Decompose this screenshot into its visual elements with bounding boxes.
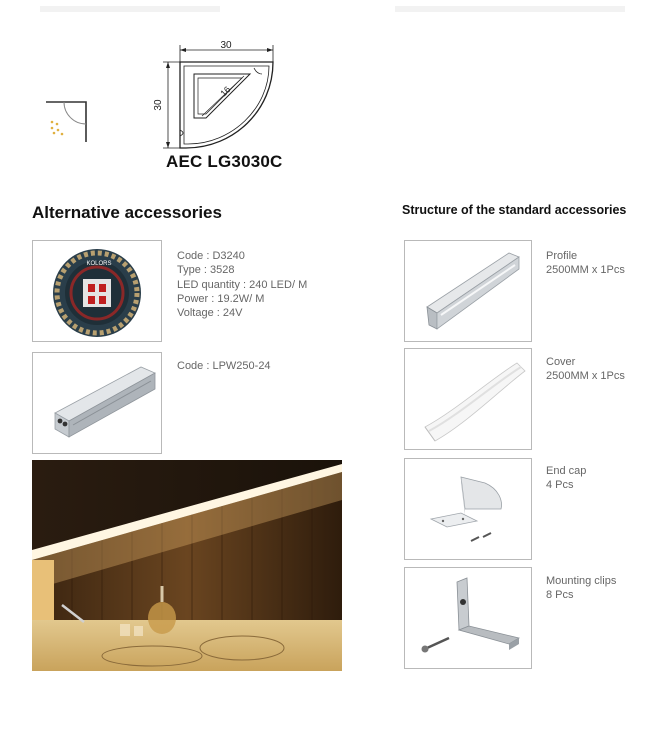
corner-mount-icon: [44, 100, 90, 146]
profile-cross-section-drawing: [150, 36, 290, 150]
spec-line: LED quantity : 240 LED/ M: [177, 278, 308, 291]
item-label: Profile: [546, 250, 578, 262]
power-supply-thumbnail: [32, 352, 162, 454]
led-strip-specs: [177, 249, 307, 320]
mounting-clips-thumbnail: [404, 567, 532, 669]
opal-cover-icon: [405, 349, 531, 449]
kitchen-photo-icon: [32, 460, 342, 671]
profile-spec: [546, 249, 625, 278]
item-qty: 4 Pcs: [546, 479, 574, 492]
mounting-clip-with-screw-icon: [405, 568, 531, 668]
item-label: Cover: [546, 356, 576, 368]
spec-line: Type : 3528: [177, 264, 235, 277]
end-cap-with-screws-icon: [405, 459, 531, 559]
item-qty: 8 Pcs: [546, 589, 574, 602]
cover-thumbnail: [404, 348, 532, 450]
svg-text:KOLORS: KOLORS: [86, 261, 112, 267]
dim-inner-label: 16: [218, 84, 233, 99]
header-strip-left: [40, 6, 220, 12]
section-title-alternative: Alternative accessories: [32, 203, 222, 222]
header-strip-right: [395, 6, 625, 12]
section-title-structure: Structure of the standard accessories: [402, 203, 627, 217]
power-supply-specs: [177, 359, 271, 373]
item-label: Mounting clips: [546, 575, 617, 587]
spec-line: Code : D3240: [177, 250, 245, 262]
item-qty: 2500MM x 1Pcs: [546, 370, 625, 383]
led-strip-thumbnail: [32, 240, 162, 342]
product-code: AEC LG3030C: [166, 152, 283, 171]
cover-spec: [546, 355, 625, 384]
dim-left-label: 30: [153, 99, 164, 111]
kitchen-lighting-photo: [32, 460, 342, 671]
item-label: End cap: [546, 465, 587, 477]
end-cap-spec: [546, 464, 586, 493]
spec-line: Code : LPW250-24: [177, 360, 271, 372]
mounting-clips-spec: [546, 574, 616, 603]
profile-thumbnail: [404, 240, 532, 342]
dim-top-label: 30: [220, 40, 232, 51]
led-strip-reel-icon: [33, 241, 161, 341]
item-qty: 2500MM x 1Pcs: [546, 264, 625, 277]
aluminium-power-supply-icon: [33, 353, 161, 453]
aluminium-profile-icon: [405, 241, 531, 341]
spec-line: Voltage : 24V: [177, 307, 243, 320]
spec-line: Power : 19.2W/ M: [177, 292, 265, 305]
end-cap-thumbnail: [404, 458, 532, 560]
